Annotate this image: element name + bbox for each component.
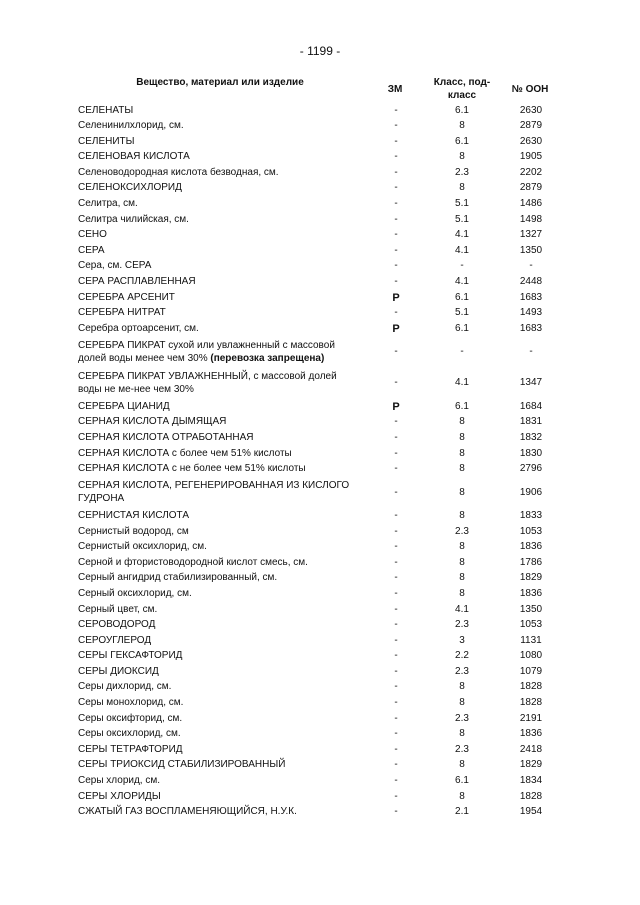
class-value: 8	[459, 541, 465, 553]
table-row	[0, 742, 640, 758]
un-number-value: 2418	[519, 743, 543, 755]
table-row	[0, 805, 640, 821]
table-row	[0, 165, 640, 181]
substance-name: Серный оксихлорид, см.	[78, 587, 192, 599]
un-number-value: 1833	[519, 509, 543, 521]
un-number-value: 2630	[519, 135, 543, 147]
substance-name: СЕРНАЯ КИСЛОТА ДЫМЯЩАЯ	[78, 416, 227, 428]
substance-name: СЕЛЕНОВАЯ КИСЛОТА	[78, 151, 190, 163]
table-row	[0, 368, 640, 399]
zm-value: -	[394, 447, 398, 459]
un-number-value: 1683	[519, 322, 543, 334]
class-value: 4.1	[455, 276, 469, 288]
table-row	[0, 555, 640, 571]
table-row	[0, 228, 640, 244]
un-number-value: 1498	[519, 213, 543, 225]
zm-value: -	[394, 587, 398, 599]
table-row	[0, 789, 640, 805]
table-row	[0, 243, 640, 259]
class-value: 8	[459, 416, 465, 428]
un-number-value: 1486	[519, 198, 543, 210]
un-number-value: 1954	[519, 806, 543, 818]
substance-name: СЕРЫ ТРИОКСИД СТАБИЛИЗИРОВАННЫЙ	[78, 759, 286, 771]
column-header-substance: Вещество, материал или изделие	[136, 77, 304, 88]
zm-value: -	[394, 486, 398, 498]
table-row	[0, 571, 640, 587]
zm-value: -	[394, 572, 398, 584]
un-number-value: 2879	[519, 120, 543, 132]
zm-value: -	[394, 697, 398, 709]
table-row	[0, 711, 640, 727]
un-number-value: 1347	[519, 377, 543, 389]
class-value: 8	[459, 790, 465, 802]
substance-name: Сернистый водород, см	[78, 525, 189, 537]
un-number-value: 1832	[519, 431, 543, 443]
table-row	[0, 602, 640, 618]
substance-name: СЕЛЕНАТЫ	[78, 104, 134, 116]
un-number-value: 2448	[519, 276, 543, 288]
class-value: 8	[459, 587, 465, 599]
substance-name: СЕРЫ ТЕТРАФТОРИД	[78, 743, 183, 755]
class-value: 6.1	[455, 291, 469, 303]
zm-value: -	[394, 712, 398, 724]
un-number-value: 1828	[519, 790, 543, 802]
substance-name: Серебра ортоарсенит, см.	[78, 322, 199, 334]
table-row	[0, 586, 640, 602]
substance-name: СЕРЫ ГЕКСАФТОРИД	[78, 650, 183, 662]
zm-value: -	[394, 603, 398, 615]
un-number-value: 1786	[519, 556, 543, 568]
un-number-value: 1836	[519, 728, 543, 740]
un-number-value: 1906	[519, 486, 543, 498]
un-number-value: 1683	[519, 291, 543, 303]
class-value: 2.3	[455, 525, 469, 537]
substance-name: Серный цвет, см.	[78, 603, 158, 615]
zm-value: -	[394, 743, 398, 755]
zm-value: -	[394, 619, 398, 631]
column-header-zm: ЗМ	[387, 84, 403, 95]
class-value: 8	[459, 681, 465, 693]
zm-value: -	[394, 463, 398, 475]
table-row	[0, 430, 640, 446]
substance-name: СЕНО	[78, 229, 107, 241]
un-number-value: 1493	[519, 307, 543, 319]
class-value: 8	[459, 120, 465, 132]
table-row	[0, 477, 640, 508]
substance-name: Серный ангидрид стабилизированный, см.	[78, 572, 278, 584]
zm-value: -	[394, 790, 398, 802]
column-header-class: Класс, под-класс	[433, 77, 491, 101]
class-value: 4.1	[455, 603, 469, 615]
substance-name: Серы хлорид, см.	[78, 775, 161, 787]
zm-value: -	[394, 151, 398, 163]
table-row	[0, 197, 640, 213]
un-number-value: 1829	[519, 572, 543, 584]
substance-name: Серы монохлорид, см.	[78, 697, 184, 709]
zm-value: -	[394, 377, 398, 389]
substance-name: СЕРЫ ХЛОРИДЫ	[78, 790, 161, 802]
table-row	[0, 337, 640, 368]
substance-name: СЕРА	[78, 244, 105, 256]
substance-name: СЕРОВОДОРОД	[78, 619, 156, 631]
substance-name: СЕРЕБРА ПИКРАТ сухой или увлажненный с массовой долей воды менее чем 30% (перевозка запрещена)	[78, 339, 335, 364]
class-value: 8	[459, 572, 465, 584]
class-value: 2.3	[455, 166, 469, 178]
substance-name: СЕЛЕНИТЫ	[78, 135, 135, 147]
zm-value: -	[394, 728, 398, 740]
table-row	[0, 696, 640, 712]
column-header-un-number: № ООН	[511, 84, 549, 95]
table-row	[0, 618, 640, 634]
transport-prohibited-note: (перевозка запрещена)	[207, 352, 325, 364]
zm-value: -	[394, 541, 398, 553]
table-row	[0, 275, 640, 291]
un-number-value: 1350	[519, 603, 543, 615]
un-number-value: 1080	[519, 650, 543, 662]
zm-value: -	[394, 104, 398, 116]
zm-value: -	[394, 213, 398, 225]
table-row	[0, 524, 640, 540]
substance-name: СЕРЫ ДИОКСИД	[78, 665, 159, 677]
substance-name: Сера, см. СЕРА	[78, 260, 152, 272]
substance-name: Селитра чилийская, см.	[78, 213, 189, 225]
substance-name: СЕРЕБРА АРСЕНИТ	[78, 291, 175, 303]
un-number-value: 2191	[519, 712, 543, 724]
substance-name: Серы оксихлорид, см.	[78, 728, 181, 740]
zm-value: -	[394, 198, 398, 210]
un-number-value: 1327	[519, 229, 543, 241]
un-number-value: 1831	[519, 416, 543, 428]
zm-value: -	[394, 806, 398, 818]
class-value: 8	[459, 486, 465, 498]
substance-name: Сернистый оксихлорид, см.	[78, 541, 207, 553]
class-value: 8	[459, 182, 465, 194]
un-number-value: 1836	[519, 587, 543, 599]
zm-value: -	[394, 182, 398, 194]
un-number-value: 2796	[519, 463, 543, 475]
zm-value: -	[394, 665, 398, 677]
class-value: 8	[459, 728, 465, 740]
class-value: 8	[459, 759, 465, 771]
un-number-value: 1350	[519, 244, 543, 256]
zm-value: -	[394, 650, 398, 662]
un-number-value: 1079	[519, 665, 543, 677]
table-row	[0, 415, 640, 431]
zm-value: -	[394, 681, 398, 693]
class-value: 8	[459, 463, 465, 475]
un-number-value: 2202	[519, 166, 543, 178]
table-row	[0, 540, 640, 556]
class-value: 6.1	[455, 322, 469, 334]
un-number-value: 1053	[519, 525, 543, 537]
un-number-value: 2879	[519, 182, 543, 194]
table-row	[0, 399, 640, 415]
un-number-value: -	[529, 260, 533, 272]
table-row	[0, 290, 640, 306]
table-row	[0, 462, 640, 478]
class-value: 4.1	[455, 377, 469, 389]
table-row	[0, 119, 640, 135]
class-value: 8	[459, 447, 465, 459]
table-row	[0, 150, 640, 166]
table-row	[0, 649, 640, 665]
un-number-value: 1131	[520, 634, 542, 646]
class-value: 5.1	[455, 213, 469, 225]
class-value: 8	[459, 431, 465, 443]
table-row	[0, 321, 640, 337]
class-value: 2.3	[455, 619, 469, 631]
class-value: 8	[459, 556, 465, 568]
zm-value: -	[394, 307, 398, 319]
substance-name: СЕРНИСТАЯ КИСЛОТА	[78, 509, 189, 521]
zm-value: -	[394, 244, 398, 256]
table-row	[0, 103, 640, 119]
zm-value: -	[394, 525, 398, 537]
zm-value: -	[394, 346, 398, 358]
un-number-value: 1053	[519, 619, 543, 631]
zm-value: -	[394, 431, 398, 443]
class-value: 6.1	[455, 775, 469, 787]
substance-name: Серной и фтористоводородной кислот смесь, см.	[78, 556, 308, 568]
class-value: 5.1	[455, 307, 469, 319]
class-value: -	[460, 260, 464, 272]
table-row	[0, 306, 640, 322]
zm-value: -	[394, 509, 398, 521]
class-value: 2.3	[455, 743, 469, 755]
zm-value: -	[394, 260, 398, 272]
un-number-value: 1836	[519, 541, 543, 553]
un-number-value: 1828	[519, 697, 543, 709]
substance-name: СЕРНАЯ КИСЛОТА с не более чем 51% кислоты	[78, 463, 306, 475]
table-row	[0, 633, 640, 649]
zm-value: -	[394, 120, 398, 132]
un-number-value: 1830	[519, 447, 543, 459]
table-row	[0, 774, 640, 790]
un-number-value: 1684	[519, 400, 543, 412]
page-number: - 1199 -	[299, 44, 341, 58]
un-number-value: 1905	[519, 151, 543, 163]
zm-value: -	[394, 759, 398, 771]
table-row	[0, 508, 640, 524]
zm-value: P	[392, 400, 400, 413]
substance-name: СЕРЕБРА ПИКРАТ УВЛАЖНЕННЫЙ, с массовой долей воды не ме-нее чем 30%	[78, 371, 337, 395]
table-row	[0, 259, 640, 275]
class-value: 2.3	[455, 665, 469, 677]
substance-name: СЕРНАЯ КИСЛОТА, РЕГЕНЕРИРОВАННАЯ ИЗ КИСЛОГО ГУДРОНА	[78, 480, 350, 504]
zm-value: P	[392, 291, 400, 304]
class-value: 8	[459, 151, 465, 163]
class-value: 5.1	[455, 198, 469, 210]
class-value: 2.1	[455, 806, 469, 818]
substance-table	[0, 103, 640, 820]
un-number-value: 1828	[519, 681, 543, 693]
un-number-value: -	[529, 346, 533, 358]
zm-value: -	[394, 166, 398, 178]
substance-name: СЕРНАЯ КИСЛОТА ОТРАБОТАННАЯ	[78, 431, 254, 443]
class-value: 6.1	[455, 135, 469, 147]
class-value: 6.1	[455, 400, 469, 412]
class-value: 8	[459, 697, 465, 709]
zm-value: -	[394, 556, 398, 568]
table-row	[0, 446, 640, 462]
substance-name: Серы оксифторид, см.	[78, 712, 183, 724]
substance-name: Серы дихлорид, см.	[78, 681, 172, 693]
class-value: 2.2	[455, 650, 469, 662]
substance-name: СЕРНАЯ КИСЛОТА с более чем 51% кислоты	[78, 447, 292, 459]
zm-value: P	[392, 322, 400, 335]
substance-name: СЕРОУГЛЕРОД	[78, 634, 152, 646]
substance-name: СЕРА РАСПЛАВЛЕННАЯ	[78, 276, 196, 288]
class-value: 4.1	[455, 244, 469, 256]
zm-value: -	[394, 775, 398, 787]
zm-value: -	[394, 229, 398, 241]
table-row	[0, 134, 640, 150]
substance-name: СЖАТЫЙ ГАЗ ВОСПЛАМЕНЯЮЩИЙСЯ, Н.У.К.	[78, 806, 297, 818]
substance-name: Селенинилхлорид, см.	[78, 120, 184, 132]
table-row	[0, 727, 640, 743]
class-value: -	[460, 346, 464, 358]
table-row	[0, 758, 640, 774]
substance-name: Селеноводородная кислота безводная, см.	[78, 166, 279, 178]
table-row	[0, 212, 640, 228]
substance-name: Селитра, см.	[78, 198, 138, 210]
zm-value: -	[394, 416, 398, 428]
substance-name: СЕЛЕНОКСИХЛОРИД	[78, 182, 182, 194]
zm-value: -	[394, 276, 398, 288]
table-row	[0, 664, 640, 680]
substance-name: СЕРЕБРА ЦИАНИД	[78, 400, 170, 412]
class-value: 2.3	[455, 712, 469, 724]
table-row	[0, 181, 640, 197]
un-number-value: 1829	[519, 759, 543, 771]
class-value: 3	[459, 634, 465, 646]
un-number-value: 1834	[519, 775, 543, 787]
table-row	[0, 680, 640, 696]
zm-value: -	[394, 634, 398, 646]
un-number-value: 2630	[519, 104, 543, 116]
class-value: 8	[459, 509, 465, 521]
class-value: 4.1	[455, 229, 469, 241]
class-value: 6.1	[455, 104, 469, 116]
zm-value: -	[394, 135, 398, 147]
substance-name: СЕРЕБРА НИТРАТ	[78, 307, 166, 319]
